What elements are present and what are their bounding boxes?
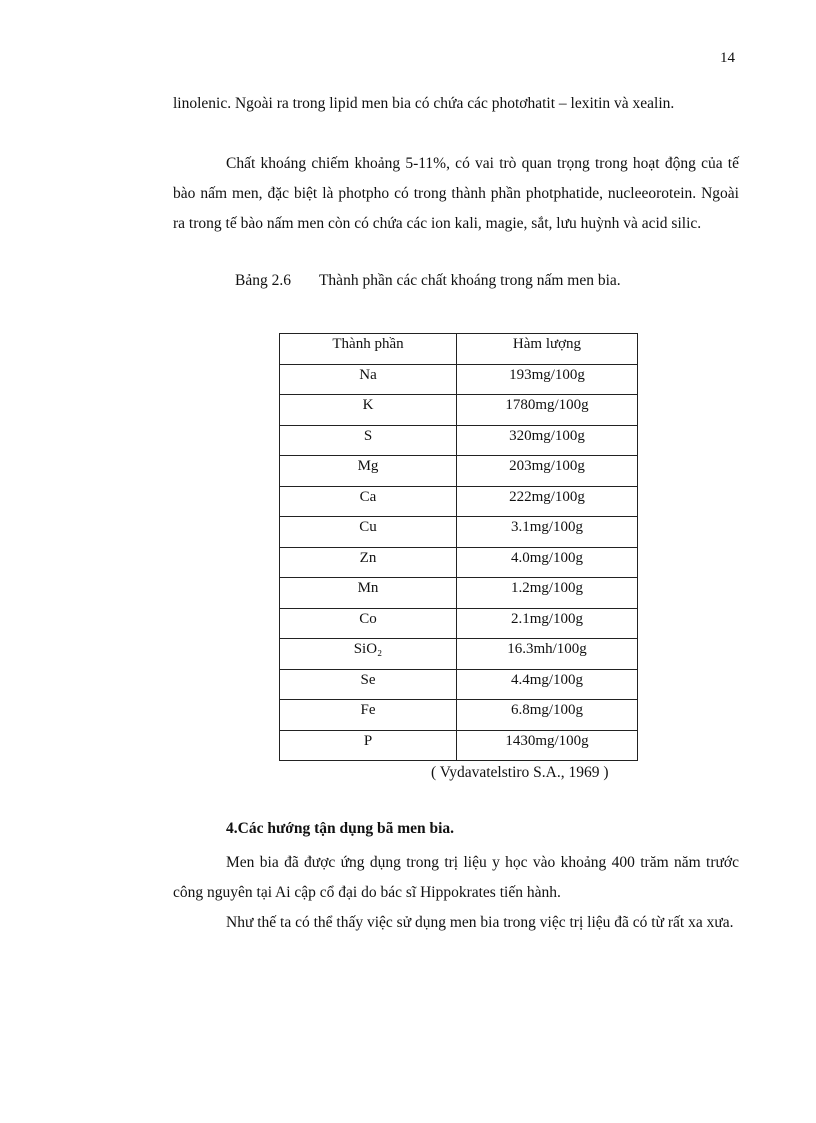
element-cell: Ca xyxy=(280,486,457,517)
element-cell: Fe xyxy=(280,700,457,731)
minerals-table xyxy=(279,333,638,761)
content-cell: 203mg/100g xyxy=(457,456,638,487)
paragraph-history: Men bia đã được ứng dụng trong trị liệu y học vào khoảng 400 trăm năm trước công nguyên tại Ai cập cổ đại do bác sĩ Hippokrates tiến hành. xyxy=(173,854,739,901)
content-cell: 1.2mg/100g xyxy=(457,578,638,609)
table-caption-title: Thành phần các chất khoáng trong nấm men bia. xyxy=(318,272,621,289)
table-caption-label: Bảng 2.6 xyxy=(235,272,291,289)
column-header-content: Hàm lượng xyxy=(457,334,638,365)
table-row xyxy=(280,730,638,761)
content-cell: 3.1mg/100g xyxy=(457,517,638,548)
table-row xyxy=(280,395,638,426)
element-cell: SiO₂ xyxy=(280,639,457,670)
table-row xyxy=(280,639,638,670)
content-cell: 222mg/100g xyxy=(457,486,638,517)
section-heading: 4.Các hướng tận dụng bã men bia. xyxy=(226,820,455,837)
paragraph-minerals: Chất khoáng chiếm khoảng 5-11%, có vai trò quan trọng trong hoạt động của tế bào nấm men, đặc biệt là photpho có trong thành phần photphatide, nucleeorotein. Ngoài ra trong tế bào nấm men còn có chứa các ion kali, magie, sắt, lưu huỳnh và acid silic. xyxy=(173,155,739,232)
element-cell: Se xyxy=(280,669,457,700)
table-row xyxy=(280,669,638,700)
content-cell: 4.0mg/100g xyxy=(457,547,638,578)
element-cell: Na xyxy=(280,364,457,395)
table-row xyxy=(280,700,638,731)
table-row xyxy=(280,486,638,517)
element-cell: Mn xyxy=(280,578,457,609)
element-cell: Cu xyxy=(280,517,457,548)
table-row xyxy=(280,364,638,395)
content-cell: 16.3mh/100g xyxy=(457,639,638,670)
content-cell: 193mg/100g xyxy=(457,364,638,395)
element-cell: Mg xyxy=(280,456,457,487)
element-cell: P xyxy=(280,730,457,761)
page-number: 14 xyxy=(720,50,735,66)
table-row xyxy=(280,517,638,548)
element-cell: K xyxy=(280,395,457,426)
paragraph-conclusion: Như thế ta có thể thấy việc sử dụng men bia trong việc trị liệu đã có từ rất xa xưa. xyxy=(226,914,734,931)
table-row xyxy=(280,608,638,639)
element-cell: S xyxy=(280,425,457,456)
content-cell: 6.8mg/100g xyxy=(457,700,638,731)
content-cell: 1780mg/100g xyxy=(457,395,638,426)
table-row xyxy=(280,456,638,487)
paragraph-lipid: linolenic. Ngoài ra trong lipid men bia có chứa các photơhatit – lexitin và xealin. xyxy=(173,95,675,112)
content-cell: 4.4mg/100g xyxy=(457,669,638,700)
content-cell: 2.1mg/100g xyxy=(457,608,638,639)
table-caption xyxy=(235,272,621,290)
content-cell: 1430mg/100g xyxy=(457,730,638,761)
content-cell: 320mg/100g xyxy=(457,425,638,456)
table-header-row xyxy=(280,334,638,365)
table-source: ( Vydavatelstiro S.A., 1969 ) xyxy=(431,764,609,781)
column-header-component: Thành phần xyxy=(280,334,457,365)
table-row xyxy=(280,425,638,456)
element-cell: Co xyxy=(280,608,457,639)
table-row xyxy=(280,547,638,578)
element-cell: Zn xyxy=(280,547,457,578)
table-row xyxy=(280,578,638,609)
